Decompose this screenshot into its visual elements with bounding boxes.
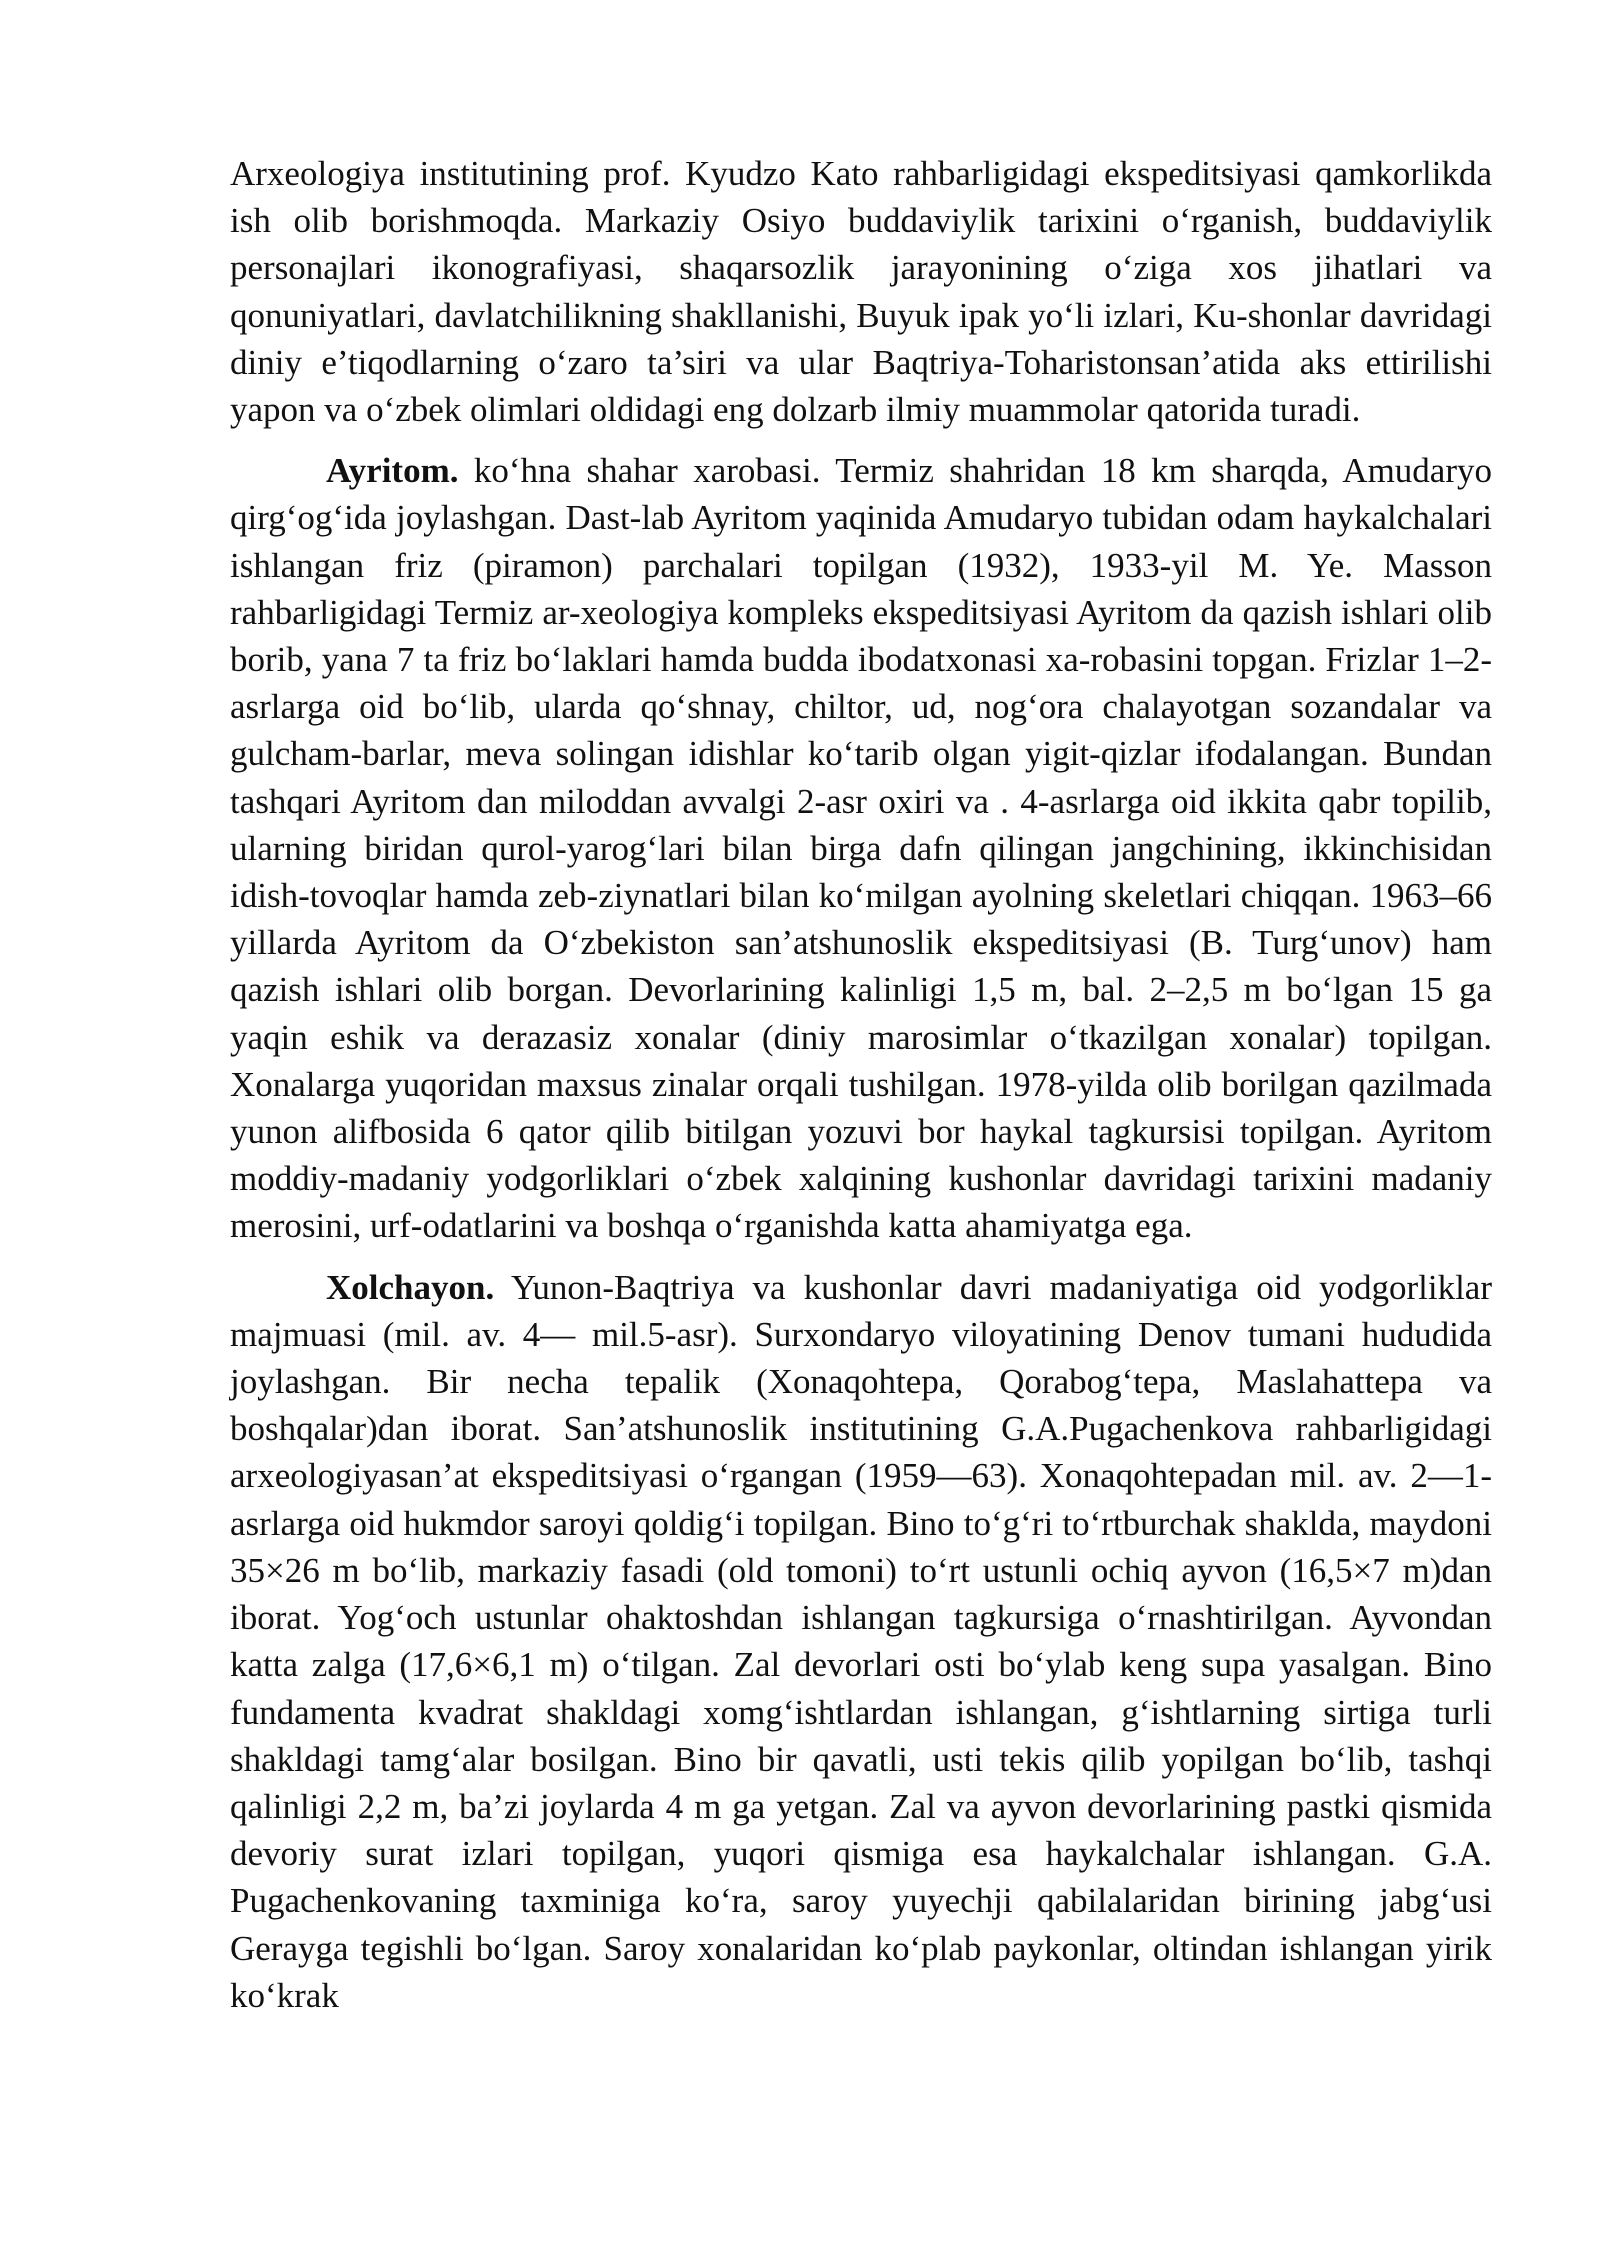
paragraph-text: Arxeologiya institutining prof. Kyudzo Kato rahbarligidagi ekspeditsiyasi qamkorlikda ish olib borishmoqda. Markaziy Osiyo buddaviylik tarixini o‘rganish, buddaviylik personajlari ikonografiyasi, shaqarsozlik jarayonining o‘ziga xos jihatlari va qonuniyatlari, davlatchilikning shakllanishi, Buyuk ipak yo‘li izlari, Ku-shonlar davridagi diniy e’tiqodlarning o‘zaro ta’siri va ular Baqtriya-Toharistonsan’atida aks ettirilishi yapon va o‘zbek olimlari oldidagi eng dolzarb ilmiy muammolar qatorida turadi. <box>230 154 1492 430</box>
term-heading-ayritom: Ayritom. <box>326 451 459 491</box>
term-heading-xolchayon: Xolchayon. <box>326 1267 495 1307</box>
paragraph-ayritom <box>230 447 1492 1249</box>
paragraph-text: ko‘hna shahar xarobasi. Termiz shahridan 18 km sharqda, Amudaryo qirg‘og‘ida joylashgan. Dast-lab Ayritom yaqinida Amudaryo tubidan odam haykalchalari ishlangan friz (piramon) parchalari topilgan (1932), 1933-yil M. Ye. Masson rahbarligidagi Termiz ar-xeologiya kompleks ekspeditsiyasi Ayritom da qazish ishlari olib borib, yana 7 ta friz bo‘laklari hamda budda ibodatxonasi xa-robasini topgan. Frizlar 1–2-asrlarga oid bo‘lib, ularda qo‘shnay, chiltor, ud, nog‘ora chalayotgan sozandalar va gulcham-barlar, meva solingan idishlar ko‘tarib olgan yigit-qizlar ifodalangan. Bundan tashqari Ayritom dan miloddan avvalgi 2-asr oxiri va . 4-asrlarga oid ikkita qabr topilib, ularning biridan qurol-yarog‘lari bilan birga dafn qilingan jangchining, ikkinchisidan idish-tovoqlar hamda zeb-ziynatlari bilan ko‘milgan ayolning skeletlari chiqqan. 1963–66 yillarda Ayritom da O‘zbekiston san’atshunoslik ekspeditsiyasi (B. Turg‘unov) ham qazish ishlari olib borgan. Devorlarining kalinligi 1,5 m, bal. 2–2,5 m bo‘lgan 15 ga yaqin eshik va derazasiz xonalar (diniy marosimlar o‘tkazilgan xonalar) topilgan. Xonalarga yuqoridan maxsus zinalar orqali tushilgan. 1978-yilda olib borilgan qazilmada yunon alifbosida 6 qator qilib bitilgan yozuvi bor haykal tagkursisi topilgan. Ayritom moddiy-madaniy yodgorliklari o‘zbek xalqining kushonlar davridagi tarixini madaniy merosini, urf-odatlarini va boshqa o‘rganishda katta ahamiyatga ega. <box>230 451 1492 1246</box>
paragraph-xolchayon <box>230 1264 1492 2019</box>
paragraph-arxeologiya <box>230 150 1492 433</box>
paragraph-text: Yunon-Baqtriya va kushonlar davri madaniyatiga oid yodgorliklar majmuasi (mil. av. 4— mil.5-asr). Surxondaryo viloyatining Denov tumani hududida joylashgan. Bir necha tepalik (Xonaqohtepa, Qorabog‘tepa, Maslahattepa va boshqalar)dan iborat. San’atshunoslik institutining G.A.Pugachenkova rahbarligidagi arxeologiyasan’at ekspeditsiyasi o‘rgangan (1959—63). Xonaqohtepadan mil. av. 2—1-asrlarga oid hukmdor saroyi qoldig‘i topilgan. Bino to‘g‘ri to‘rtburchak shaklda, maydoni 35×26 m bo‘lib, markaziy fasadi (old tomoni) to‘rt ustunli ochiq ayvon (16,5×7 m)dan iborat. Yog‘och ustunlar ohaktoshdan ishlangan tagkursiga o‘rnashtirilgan. Ayvondan katta zalga (17,6×6,1 m) o‘tilgan. Zal devorlari osti bo‘ylab keng supa yasalgan. Bino fundamenta kvadrat shakldagi xomg‘ishtlardan ishlangan, g‘ishtlarning sirtiga turli shakldagi tamg‘alar bosilgan. Bino bir qavatli, usti tekis qilib yopilgan bo‘lib, tashqi qalinligi 2,2 m, ba’zi joylarda 4 m ga yetgan. Zal va ayvon devorlarining pastki qismida devoriy surat izlari topilgan, yuqori qismiga esa haykalchalar ishlangan. G.A. Pugachenkovaning taxminiga ko‘ra, saroy yuyechji qabilalaridan birining jabg‘usi Gerayga tegishli bo‘lgan. Saroy xonalaridan ko‘plab paykonlar, oltindan ishlangan yirik ko‘krak <box>230 1267 1492 2015</box>
document-page <box>230 150 1492 2019</box>
